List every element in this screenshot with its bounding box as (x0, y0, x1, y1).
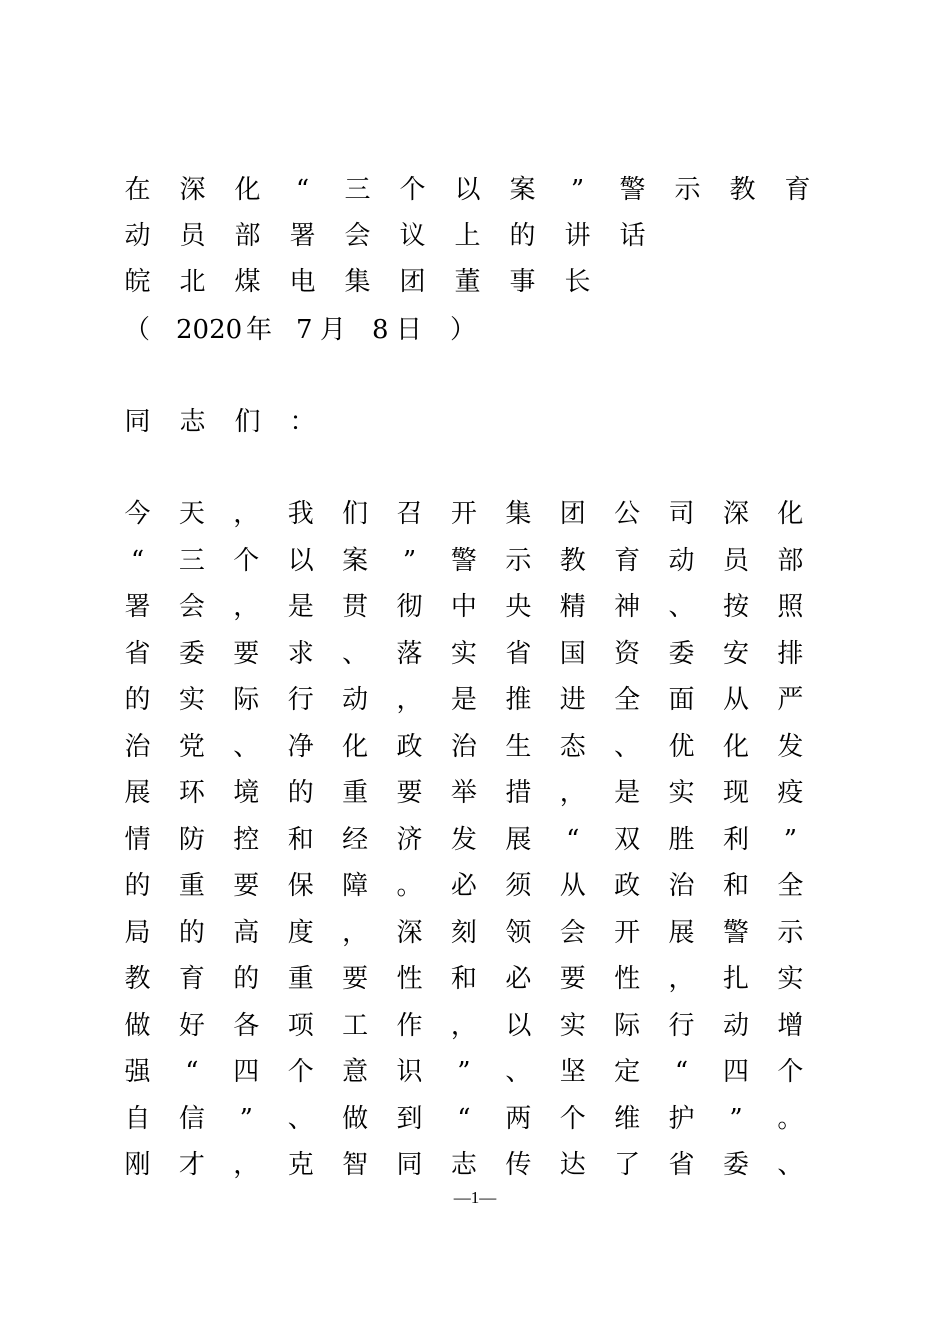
body-char: ” (729, 1103, 743, 1134)
body-char: 度 (287, 917, 314, 948)
body-char: 高 (233, 917, 260, 948)
body-char: 各 (233, 1010, 260, 1041)
body-char: 集 (505, 499, 532, 529)
body-char: 环 (178, 778, 205, 808)
date-day-unit: 日 (396, 315, 423, 345)
body-char: 委 (722, 1150, 749, 1180)
body-char: 我 (287, 499, 314, 529)
text-char: 育 (784, 175, 811, 205)
body-char: 要 (233, 871, 260, 901)
body-char: 省 (505, 638, 532, 669)
body-char: 要 (342, 964, 369, 994)
body-char: 实 (777, 964, 804, 994)
page-number: —1— (453, 1188, 497, 1207)
body-char: 个 (559, 1103, 586, 1134)
body-char: 育 (614, 545, 641, 576)
text-char: 教 (729, 175, 756, 205)
body-char: 按 (722, 592, 749, 622)
body-char: “ (566, 824, 580, 855)
author-line-text (124, 262, 591, 302)
text-char: ” (570, 175, 585, 205)
body-char: 们 (342, 499, 369, 529)
body-char: 增 (777, 1010, 804, 1041)
body-char: 面 (668, 685, 695, 715)
body-char: 重 (178, 871, 205, 901)
body-char: 警 (450, 545, 477, 576)
body-char: ” (239, 1103, 253, 1134)
body-line (124, 1145, 804, 1185)
body-char: 防 (178, 824, 205, 855)
body-char: 实 (559, 1010, 586, 1041)
title-line-1-text (124, 170, 811, 210)
body-char: 作 (396, 1010, 423, 1041)
salutation-text (124, 402, 316, 442)
body-char: 署 (124, 592, 151, 622)
body-char: 的 (178, 917, 205, 948)
body-char: 深 (396, 917, 423, 948)
body-char: 是 (450, 685, 477, 715)
body-char: 境 (233, 778, 260, 808)
body-char: 警 (722, 917, 749, 948)
text-char: 以 (454, 175, 481, 205)
body-char: 到 (396, 1103, 423, 1134)
body-char: 护 (668, 1103, 695, 1134)
body-char: 、 (505, 1057, 532, 1087)
body-char: 政 (396, 731, 423, 762)
body-char: 维 (614, 1103, 641, 1134)
author-line (124, 262, 591, 302)
text-char: 董 (454, 267, 481, 297)
body-char: 必 (505, 964, 532, 994)
body-char: 重 (342, 778, 369, 808)
body-char: 委 (178, 638, 205, 669)
body-char: 实 (668, 778, 695, 808)
body-line (124, 541, 804, 581)
text-char: 部 (234, 221, 261, 251)
body-line (124, 1099, 804, 1139)
text-char: 讲 (564, 221, 591, 251)
body-char: 国 (559, 638, 586, 669)
body-char: 刚 (124, 1150, 151, 1180)
body-char: ” (402, 545, 417, 576)
body-char: 开 (614, 917, 641, 948)
body-char: 党 (178, 731, 205, 762)
body-line (124, 1006, 804, 1046)
body-line (124, 913, 804, 953)
body-char: ， (233, 592, 260, 622)
text-char: 集 (344, 267, 371, 297)
body-char: 动 (342, 685, 369, 715)
body-char: 胜 (668, 824, 695, 855)
body-char: 部 (777, 545, 804, 576)
body-char: 从 (722, 685, 749, 715)
date-year-unit: 年 (246, 315, 273, 345)
body-char: 、 (287, 1103, 314, 1134)
body-char: 个 (287, 1057, 314, 1087)
body-char: 。 (396, 871, 423, 901)
date-open-paren: （ (124, 315, 151, 345)
body-char: 扎 (722, 964, 749, 994)
body-char: 须 (505, 871, 532, 901)
body-char: 控 (233, 824, 260, 855)
body-char: 教 (124, 964, 151, 994)
body-char: 净 (287, 731, 314, 762)
body-char: 做 (124, 1010, 151, 1041)
date-close-paren: ） (450, 315, 477, 345)
body-char: 的 (287, 778, 314, 808)
body-char: 现 (722, 778, 749, 808)
body-char: ， (396, 685, 423, 715)
body-line (124, 680, 804, 720)
body-char: 和 (287, 824, 314, 855)
text-char: 煤 (234, 267, 261, 297)
title-line-2 (124, 216, 646, 256)
text-char: 电 (289, 267, 316, 297)
body-char: 以 (287, 545, 314, 576)
body-char: ， (342, 917, 369, 948)
body-char: 全 (614, 685, 641, 715)
body-char: 好 (178, 1010, 205, 1041)
body-char: “ (185, 1057, 199, 1087)
text-char: 会 (344, 221, 371, 251)
body-char: ， (559, 778, 586, 808)
body-char: 意 (342, 1057, 369, 1087)
body-line (124, 959, 804, 999)
body-char: 化 (342, 731, 369, 762)
title-line-1 (124, 170, 811, 210)
body-line (124, 494, 804, 534)
body-char: 克 (287, 1150, 314, 1180)
body-char: 经 (342, 824, 369, 855)
body-char: 示 (777, 917, 804, 948)
body-char: 是 (287, 592, 314, 622)
body-char: 开 (450, 499, 477, 529)
body-char: 生 (505, 731, 532, 762)
body-char: 定 (614, 1057, 641, 1087)
body-char: 和 (450, 964, 477, 994)
body-char: 安 (722, 638, 749, 669)
body-char: 同 (396, 1150, 423, 1180)
body-char: 达 (559, 1150, 586, 1180)
body-char: 传 (505, 1150, 532, 1180)
text-char: 团 (399, 267, 426, 297)
body-char: 性 (396, 964, 423, 994)
body-char: 要 (396, 778, 423, 808)
body-char: 展 (124, 778, 151, 808)
body-char: 、 (233, 731, 260, 762)
body-char: 志 (450, 1150, 477, 1180)
text-char: 动 (124, 221, 151, 251)
body-char: 照 (777, 592, 804, 622)
body-line (124, 634, 804, 674)
body-char: 举 (450, 778, 477, 808)
body-char: 重 (287, 964, 314, 994)
body-char: 、 (668, 592, 695, 622)
text-char: 案 (509, 175, 536, 205)
body-line (124, 587, 804, 627)
body-char: 教 (559, 545, 586, 576)
body-char: 、 (614, 731, 641, 762)
body-char: 委 (668, 638, 695, 669)
body-char: 必 (450, 871, 477, 901)
date-line (124, 310, 480, 350)
text-char: 话 (619, 221, 646, 251)
body-char: 实 (178, 685, 205, 715)
body-line (124, 727, 804, 767)
body-line (124, 773, 804, 813)
body-char: 措 (505, 778, 532, 808)
text-char: 议 (399, 221, 426, 251)
body-char: 三 (178, 545, 205, 576)
body-char: 强 (124, 1057, 151, 1087)
body-char: 司 (668, 499, 695, 529)
body-char: “ (674, 1057, 689, 1087)
body-char: 两 (505, 1103, 532, 1134)
body-line (124, 820, 804, 860)
body-char: 态 (559, 731, 586, 762)
body-char: 全 (777, 871, 804, 901)
body-char: 领 (505, 917, 532, 948)
text-char: 北 (179, 267, 206, 297)
body-char: 贯 (342, 592, 369, 622)
text-char: 事 (509, 267, 536, 297)
body-char: 严 (777, 685, 804, 715)
date-month: 7 (296, 315, 313, 345)
body-char: 展 (505, 824, 532, 855)
body-char: 治 (124, 731, 151, 762)
body-char: ， (233, 499, 260, 529)
text-char: 上 (454, 221, 481, 251)
body-char: 项 (287, 1010, 314, 1041)
text-char: 志 (179, 407, 206, 437)
body-char: 会 (178, 592, 205, 622)
body-char: ” (457, 1057, 471, 1087)
text-char: 警 (619, 175, 646, 205)
body-char: 要 (233, 638, 260, 669)
body-char: 彻 (396, 592, 423, 622)
body-char: 了 (614, 1150, 641, 1180)
body-char: 会 (559, 917, 586, 948)
body-char: ， (668, 964, 695, 994)
body-char: 示 (505, 545, 532, 576)
body-char: 的 (124, 871, 151, 901)
body-char: 际 (233, 685, 260, 715)
body-char: 进 (559, 685, 586, 715)
body-char: 落 (396, 638, 423, 669)
body-char: 性 (614, 964, 641, 994)
body-char: 四 (722, 1057, 749, 1087)
body-char: 中 (450, 592, 477, 622)
body-char: 化 (777, 499, 804, 529)
body-char: 局 (124, 917, 151, 948)
text-char: 在 (124, 175, 151, 205)
body-char: 员 (722, 545, 749, 576)
body-char: 行 (668, 1010, 695, 1041)
body-char: 行 (287, 685, 314, 715)
body-char: 从 (559, 871, 586, 901)
body-char: 利 (722, 824, 749, 855)
body-char: 双 (614, 824, 641, 855)
date-year: 2020 (176, 315, 243, 345)
date-day: 8 (372, 315, 389, 345)
salutation (124, 402, 316, 442)
body-char: 以 (505, 1010, 532, 1041)
text-char: 的 (509, 221, 536, 251)
body-char: 智 (342, 1150, 369, 1180)
body-char: 坚 (559, 1057, 586, 1087)
body-char: 省 (124, 638, 151, 669)
body-char: 保 (287, 871, 314, 901)
text-char: ： (289, 407, 316, 437)
body-char: 求 (287, 638, 314, 669)
body-line (124, 1052, 804, 1092)
body-char: 展 (668, 917, 695, 948)
body-char: 信 (178, 1103, 205, 1134)
body-char: 刻 (450, 917, 477, 948)
body-char: 个 (777, 1057, 804, 1087)
text-char: 署 (289, 221, 316, 251)
body-char: 、 (342, 638, 369, 669)
body-char: 治 (668, 871, 695, 901)
body-char: 神 (614, 592, 641, 622)
body-char: 今 (124, 499, 151, 529)
body-char: 个 (233, 545, 260, 576)
body-char: 动 (668, 545, 695, 576)
text-char: 三 (344, 175, 371, 205)
body-char: 自 (124, 1103, 151, 1134)
body-char: ” (783, 824, 798, 855)
body-char: 是 (614, 778, 641, 808)
text-char: “ (295, 175, 310, 205)
body-line (124, 866, 804, 906)
body-char: 深 (722, 499, 749, 529)
body-char: 情 (124, 824, 151, 855)
text-char: 示 (674, 175, 701, 205)
body-char: 和 (722, 871, 749, 901)
body-char: “ (130, 545, 145, 576)
date-month-unit: 月 (320, 315, 347, 345)
body-char: 做 (342, 1103, 369, 1134)
text-char: 长 (564, 267, 591, 297)
body-char: 识 (396, 1057, 423, 1087)
body-char: 发 (777, 731, 804, 762)
body-char: 天 (178, 499, 205, 529)
body-char: 精 (559, 592, 586, 622)
body-char: 团 (559, 499, 586, 529)
body-char: 案 (342, 545, 369, 576)
body-char: 优 (668, 731, 695, 762)
text-char: 深 (179, 175, 206, 205)
body-char: 央 (505, 592, 532, 622)
body-char: 推 (505, 685, 532, 715)
body-char: 资 (614, 638, 641, 669)
title-line-2-text (124, 216, 646, 256)
body-char: 公 (614, 499, 641, 529)
body-char: 治 (450, 731, 477, 762)
body-char: 际 (614, 1010, 641, 1041)
body-char: 政 (614, 871, 641, 901)
body-char: 要 (559, 964, 586, 994)
text-char: 个 (399, 175, 426, 205)
body-char: 工 (342, 1010, 369, 1041)
body-char: ， (450, 1010, 477, 1041)
body-char: ， (233, 1150, 260, 1180)
body-char: 育 (178, 964, 205, 994)
body-char: 实 (450, 638, 477, 669)
body-char: “ (457, 1103, 471, 1134)
text-char: 们 (234, 407, 261, 437)
body-char: 的 (124, 685, 151, 715)
body-char: 召 (396, 499, 423, 529)
body-char: 济 (396, 824, 423, 855)
body-char: 疫 (777, 778, 804, 808)
body-char: 发 (450, 824, 477, 855)
body-char: 、 (777, 1150, 804, 1180)
body-char: 的 (233, 964, 260, 994)
body-char: 排 (777, 638, 804, 669)
text-char: 员 (179, 221, 206, 251)
body-char: 省 (668, 1150, 695, 1180)
body-char: 才 (178, 1150, 205, 1180)
body-char: 四 (233, 1057, 260, 1087)
text-char: 同 (124, 407, 151, 437)
text-char: 化 (234, 175, 261, 205)
text-char: 皖 (124, 267, 151, 297)
body-char: 化 (722, 731, 749, 762)
body-char: 动 (722, 1010, 749, 1041)
body-char: 。 (777, 1103, 804, 1134)
body-char: 障 (342, 871, 369, 901)
